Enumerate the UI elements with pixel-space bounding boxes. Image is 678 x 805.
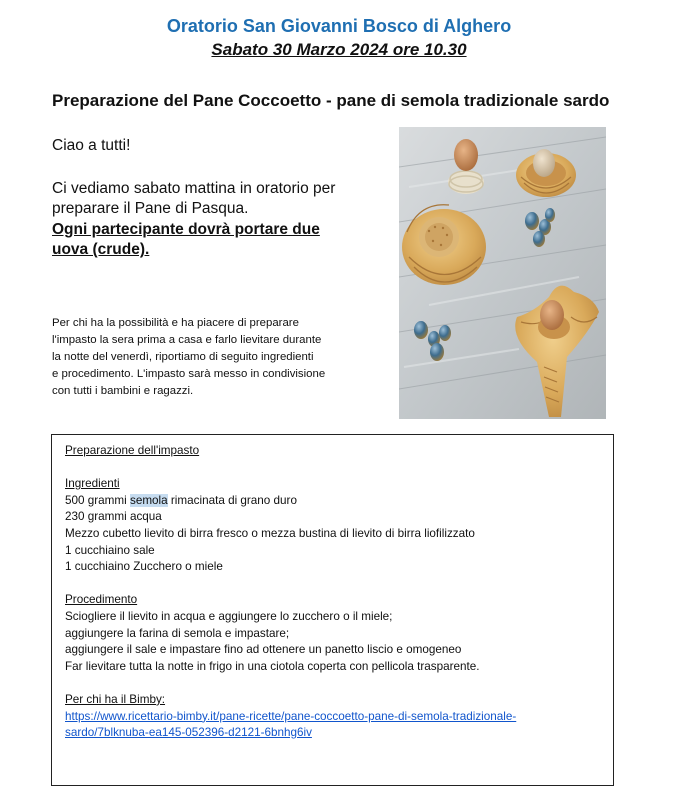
ingredient-text: 500 grammi	[65, 493, 130, 507]
intro-line-1: Ci vediamo sabato mattina in oratorio per	[52, 179, 336, 197]
bimby-recipe-link-continued[interactable]: sardo/7blknuba-ea145-052396-d2121-6bnhg6iv	[65, 726, 312, 740]
greeting: Ciao a tutti!	[52, 137, 131, 154]
ingredient-item: 230 grammi acqua	[65, 510, 162, 524]
eggs-notice-line-1: Ogni partecipante dovrà portare due	[52, 220, 320, 238]
note-line: l'impasto la sera prima a casa e farlo lievitare durante	[52, 334, 322, 346]
bimby-title: Per chi ha il Bimby:	[65, 692, 166, 706]
note-line: la notte del venerdì, riportiamo di seguito ingredienti	[52, 351, 314, 363]
procedure-title: Procedimento	[65, 593, 138, 607]
ingredients-title: Ingredienti	[65, 477, 120, 491]
ingredient-item	[65, 493, 605, 510]
easter-bread-photo	[399, 127, 606, 419]
note-line: Per chi ha la possibilità e ha piacere di preparare	[52, 317, 299, 329]
event-date: Sabato 30 Marzo 2024 ore 10.30	[211, 40, 467, 59]
ingredient-item: 1 cucchiaino Zucchero o miele	[65, 560, 223, 574]
document-heading: Preparazione del Pane Coccoetto - pane di semola tradizionale sardo	[52, 91, 610, 110]
intro-line-2: preparare il Pane di Pasqua.	[52, 200, 249, 217]
eggs-notice-line-2: uova (crude).	[52, 241, 150, 258]
organization-title: Oratorio San Giovanni Bosco di Alghero	[166, 16, 512, 36]
ingredient-item: Mezzo cubetto lievito di birra fresco o mezza bustina di lievito di birra liofilizzato	[65, 526, 475, 540]
highlighted-word: semola	[129, 493, 168, 507]
recipe-title: Preparazione dell'impasto	[65, 444, 200, 457]
procedure-step: aggiungere la farina di semola e impastare;	[65, 626, 290, 640]
procedure-step: aggiungere il sale e impastare fino ad ottenere un panetto liscio e omogeneo	[65, 643, 462, 657]
preparation-note	[52, 315, 372, 400]
bimby-recipe-link[interactable]: https://www.ricettario-bimby.it/pane-ricette/pane-coccoetto-pane-di-semola-tradizionale-	[65, 709, 517, 723]
ingredient-item: 1 cucchiaino sale	[65, 543, 155, 557]
note-line: e procedimento. L'impasto sarà messo in condivisione	[52, 368, 326, 380]
intro-text	[52, 136, 382, 261]
note-line: con tutti i bambini e ragazzi.	[52, 385, 194, 397]
procedure-step: Sciogliere il lievito in acqua e aggiungere lo zucchero o il miele;	[65, 609, 393, 623]
procedure-step: Far lievitare tutta la notte in frigo in una ciotola coperta con pellicola trasparente.	[65, 659, 480, 673]
ingredient-text: rimacinata di grano duro	[167, 493, 297, 507]
recipe-box	[51, 434, 614, 786]
